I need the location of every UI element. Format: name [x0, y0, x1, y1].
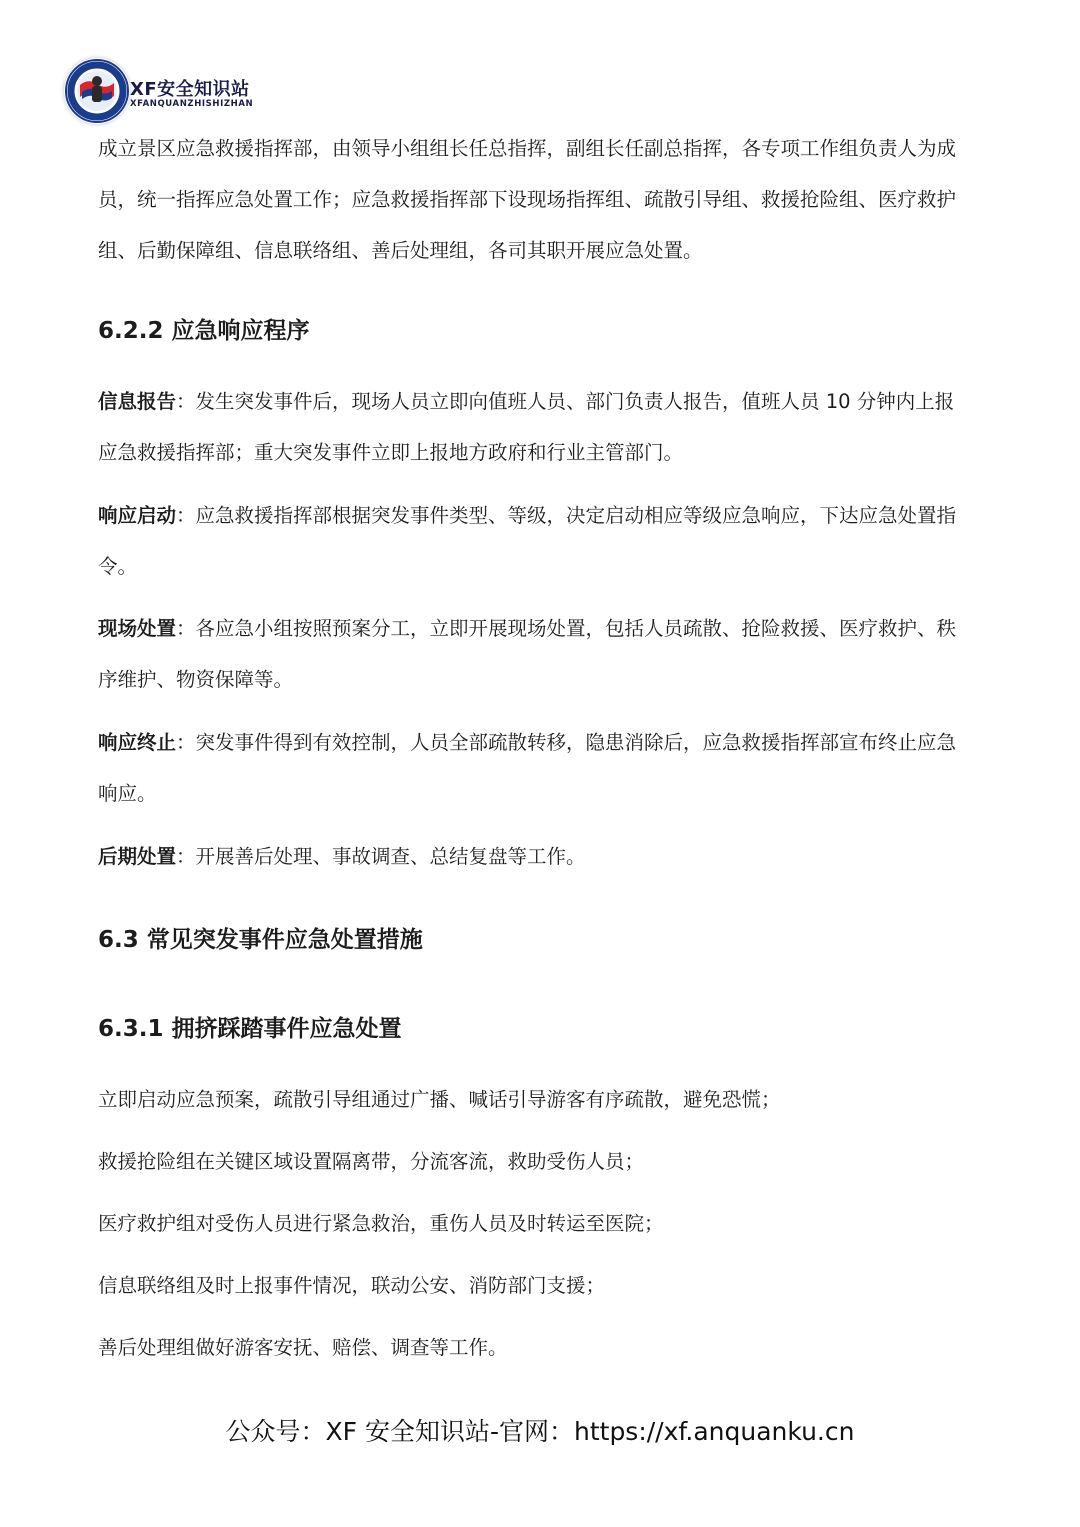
measure-item: 立即启动应急预案，疏散引导组通过广播、喊话引导游客有序疏散，避免恐慌；	[98, 1088, 781, 1111]
logo-subtitle: XFANQUANZHISHIZHAN	[130, 99, 254, 109]
procedure-label: 信息报告	[98, 390, 177, 413]
procedure-item	[98, 503, 998, 529]
procedure-label: 现场处置	[98, 617, 177, 640]
procedure-item-cont: 序维护、物资保障等。	[98, 668, 294, 691]
site-logo	[64, 58, 284, 126]
procedure-text: 发生突发事件后，现场人员立即向值班人员、部门负责人报告，值班人员 10 分钟内上报	[195, 390, 955, 413]
procedure-item-cont: 应急救援指挥部；重大突发事件立即上报地方政府和行业主管部门。	[98, 441, 684, 464]
footer-source: 公众号：XF 安全知识站-官网：https://xf.anquanku.cn	[225, 1417, 855, 1446]
procedure-text: 应急救援指挥部根据突发事件类型、等级，决定启动相应等级应急响应，下达应急处置指	[195, 504, 957, 527]
measure-item: 医疗救护组对受伤人员进行紧急救治，重伤人员及时转运至医院；	[98, 1212, 664, 1235]
measure-item: 善后处理组做好游客安抚、赔偿、调查等工作。	[98, 1336, 508, 1359]
section-heading-6-3: 6.3 常见突发事件应急处置措施	[98, 927, 423, 953]
measure-item: 救援抢险组在关键区域设置隔离带，分流客流，救助受伤人员；	[98, 1150, 645, 1173]
procedure-text: 突发事件得到有效控制，人员全部疏散转移，隐患消除后，应急救援指挥部宣布终止应急	[195, 731, 957, 754]
section-heading-6-3-1: 6.3.1 拥挤踩踏事件应急处置	[98, 1016, 402, 1042]
procedure-item	[98, 389, 998, 415]
procedure-sep: ：	[176, 731, 196, 754]
logo-emblem	[64, 58, 130, 124]
procedure-sep: ：	[176, 504, 196, 527]
procedure-label: 后期处置	[98, 845, 177, 868]
logo-title: XF安全知识站	[130, 79, 250, 100]
procedure-item	[98, 844, 998, 870]
intro-line-3: 组、后勤保障组、信息联络组、善后处理组，各司其职开展应急处置。	[98, 239, 703, 262]
measure-item: 信息联络组及时上报事件情况，联动公安、消防部门支援；	[98, 1274, 606, 1297]
procedure-text: 开展善后处理、事故调查、总结复盘等工作。	[195, 845, 586, 868]
intro-line-2: 员，统一指挥应急处置工作；应急救援指挥部下设现场指挥组、疏散引导组、救援抢险组、医疗救护	[98, 188, 957, 211]
procedure-label: 响应启动	[98, 504, 177, 527]
procedure-item	[98, 730, 998, 756]
procedure-sep: ：	[176, 617, 196, 640]
procedure-text: 各应急小组按照预案分工，立即开展现场处置，包括人员疏散、抢险救援、医疗救护、秩	[195, 617, 957, 640]
procedure-item-cont: 响应。	[98, 782, 157, 805]
procedure-item-cont: 令。	[98, 555, 138, 578]
intro-line-1: 成立景区应急救援指挥部，由领导小组组长任总指挥，副组长任副总指挥，各专项工作组负责人为成	[98, 137, 957, 160]
section-heading-6-2-2: 6.2.2 应急响应程序	[98, 318, 310, 344]
badge-icon	[64, 58, 130, 124]
procedure-sep: ：	[176, 845, 196, 868]
procedure-item	[98, 616, 998, 642]
procedure-label: 响应终止	[98, 731, 177, 754]
procedure-sep: ：	[176, 390, 196, 413]
